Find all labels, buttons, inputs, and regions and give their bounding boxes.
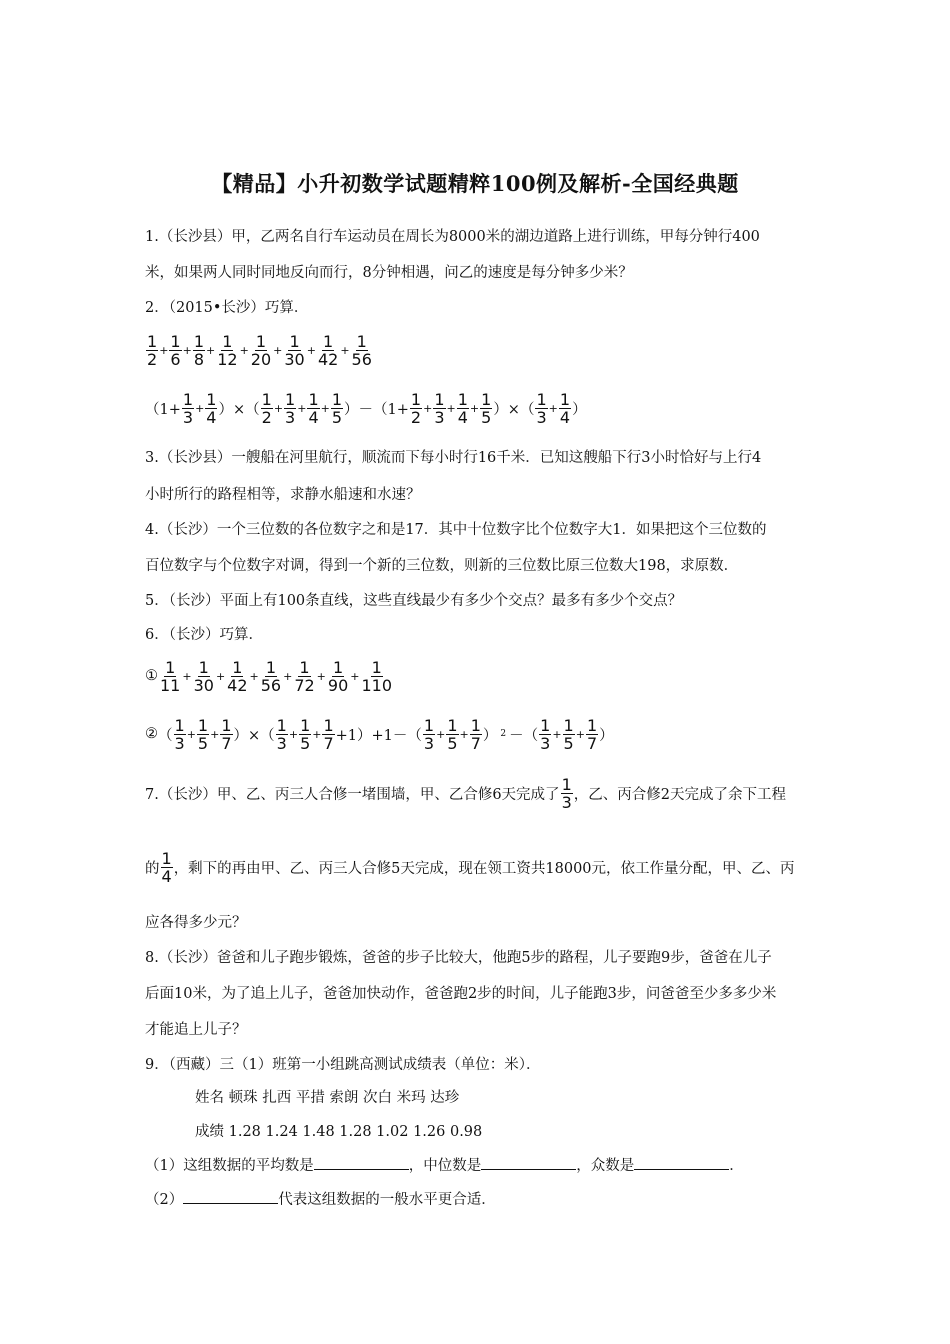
- average-blank[interactable]: [314, 1155, 409, 1170]
- fraction-denominator: 90: [327, 675, 349, 695]
- fraction: [261, 391, 273, 426]
- fraction-numerator: 1: [586, 715, 598, 735]
- fraction-denominator: 3: [174, 733, 185, 753]
- plus-sign: +: [548, 401, 558, 415]
- fraction: [159, 659, 181, 694]
- fraction-denominator: 110: [361, 675, 393, 695]
- fraction-denominator: 5: [563, 733, 574, 753]
- fraction-numerator: 1: [434, 389, 445, 409]
- fraction-denominator: 5: [197, 733, 209, 753]
- plus-sign: +: [350, 669, 360, 683]
- plus-sign: +: [206, 343, 216, 357]
- fraction-numerator: 1: [536, 389, 547, 409]
- expression-text: +1）+1－（: [335, 727, 422, 744]
- fraction-denominator: 56: [351, 349, 372, 369]
- expression-text: ）: [599, 727, 614, 744]
- fraction-numerator: 1: [182, 389, 194, 409]
- fraction-denominator: 7: [470, 733, 481, 753]
- q6-expression-1: [145, 656, 394, 696]
- q7-text-d: ，剩下的再由甲、乙、丙三人合修5天完成，现在领工资共18000元，依工作量分配，甲、乙、丙: [173, 861, 795, 877]
- q2-expression-2: [145, 388, 587, 428]
- plus-sign: +: [320, 401, 330, 415]
- fraction: [410, 391, 422, 426]
- fraction: [535, 391, 547, 426]
- fraction: [586, 717, 598, 752]
- fraction-denominator: 42: [227, 675, 248, 695]
- plus-sign: +: [306, 343, 316, 357]
- fraction: [193, 333, 205, 368]
- fraction: [284, 391, 296, 426]
- exponent: 2: [500, 729, 507, 739]
- plus-sign: +: [423, 401, 433, 415]
- plus-sign: +: [316, 669, 326, 683]
- plus-sign: +: [239, 343, 249, 357]
- fraction-denominator: 20: [250, 349, 272, 369]
- fraction-numerator: 1: [308, 389, 319, 409]
- fraction-denominator: 4: [308, 407, 319, 427]
- fraction-numerator: 1: [222, 331, 233, 351]
- fraction-denominator: 30: [284, 349, 305, 369]
- fraction: [197, 717, 209, 752]
- expression-text: （1+: [145, 401, 181, 418]
- expression-text: ）－（1+: [344, 401, 409, 418]
- circled-number-2: ②: [145, 726, 158, 742]
- plus-sign: +: [288, 727, 299, 741]
- plus-sign: +: [186, 727, 196, 741]
- fraction: [480, 391, 492, 426]
- q4-line1: 4.（长沙）一个三位数的各位数字之和是17．其中十位数字比个位数字大1．如果把这个三位数的: [145, 522, 767, 538]
- fraction-numerator: 1: [323, 331, 334, 351]
- fraction-numerator: 1: [206, 389, 217, 409]
- fraction-numerator: 1: [410, 389, 422, 409]
- fraction: [331, 391, 343, 426]
- fraction: [226, 659, 248, 694]
- fraction-numerator: 1: [323, 715, 334, 735]
- fraction-numerator: 1: [255, 331, 267, 351]
- plus-sign: +: [459, 727, 469, 741]
- fraction-numerator: 1: [540, 715, 551, 735]
- fraction: [293, 659, 315, 694]
- plus-sign: +: [215, 669, 226, 683]
- plus-sign: +: [575, 727, 585, 741]
- fraction-denominator: 2: [410, 407, 422, 427]
- q8-line1: 8.（长沙）爸爸和儿子跑步锻炼，爸爸的步子比较大，他跑5步的路程，儿子要跑9步，爸爸在儿子: [145, 950, 772, 966]
- fraction-numerator: 1: [147, 331, 158, 351]
- fraction: [351, 333, 373, 368]
- plus-sign: +: [249, 669, 259, 683]
- fraction-numerator: 1: [265, 657, 276, 677]
- fraction: [423, 717, 435, 752]
- fraction: [216, 333, 238, 368]
- q9-sub2-text-a: （2）: [145, 1192, 184, 1208]
- plus-sign: +: [273, 401, 284, 415]
- fraction: [470, 717, 482, 752]
- fraction-numerator: 1: [371, 657, 382, 677]
- fraction-numerator: 1: [197, 715, 209, 735]
- fraction: [205, 391, 217, 426]
- q7-fraction-one-quarter: $\frac{1}{4}$: [161, 849, 172, 886]
- fraction-numerator: 1: [174, 715, 185, 735]
- fraction: [276, 717, 288, 752]
- expression-text: ）: [482, 727, 498, 744]
- q1-line1: 1.（长沙县）甲，乙两名自行车运动员在周长为8000米的湖边道路上进行训练，甲每分钟行400: [145, 229, 760, 245]
- fraction: [559, 391, 571, 426]
- q9-subquestion-2: [145, 1188, 496, 1209]
- fraction: [539, 717, 551, 752]
- plus-sign: +: [273, 343, 283, 357]
- q7-fraction-one-third: $\frac{1}{3}$: [561, 775, 572, 812]
- expression-text: －（: [509, 727, 539, 744]
- q2-line1: 2．（2015•长沙）巧算．: [145, 300, 309, 316]
- fraction: [327, 659, 349, 694]
- q6-line1: 6．（长沙）巧算．: [145, 627, 263, 643]
- circled-number-1: ①: [145, 668, 158, 684]
- q9-sub2-text-b: 代表这组数据的一般水平更合适．: [278, 1192, 496, 1208]
- q6-expression-2: [145, 714, 614, 754]
- plus-sign: +: [195, 401, 205, 415]
- fraction: [563, 717, 575, 752]
- q9-sub1-text-d: ．: [729, 1158, 744, 1174]
- plus-sign: +: [436, 727, 446, 741]
- fraction: [260, 659, 282, 694]
- fraction-denominator: 2: [147, 349, 158, 369]
- fraction-numerator: 1: [559, 389, 571, 409]
- plus-sign: +: [340, 343, 350, 357]
- fraction-denominator: 4: [457, 407, 468, 427]
- plus-sign: +: [159, 343, 169, 357]
- fraction: [283, 333, 305, 368]
- fraction-denominator: 12: [217, 349, 238, 369]
- plus-sign: +: [210, 727, 220, 741]
- fraction: [146, 333, 158, 368]
- q8-line2: 后面10米，为了追上儿子，爸爸加快动作，爸爸跑2步的时间，儿子能跑3步，问爸爸至少多多少米: [145, 986, 777, 1002]
- q8-line3: 才能追上儿子？: [145, 1022, 247, 1038]
- fraction-denominator: 3: [540, 733, 551, 753]
- fraction-numerator: 1: [232, 657, 243, 677]
- q4-line2: 百位数字与个位数字对调，得到一个新的三位数，则新的三位数比原三位数大198，求原数．: [145, 558, 739, 574]
- q9-scores-row: 成绩 1.28 1.24 1.48 1.28 1.02 1.26 0.98: [195, 1124, 483, 1140]
- expression-text: ）: [572, 401, 587, 418]
- fraction: [307, 391, 319, 426]
- fraction-numerator: 1: [198, 657, 209, 677]
- fraction-denominator: 6: [170, 349, 181, 369]
- fraction-numerator: 1: [457, 389, 468, 409]
- q9-sub1-text-c: ，众数是: [576, 1158, 635, 1174]
- fraction: [317, 333, 339, 368]
- fraction-denominator: 56: [260, 675, 282, 695]
- fraction-numerator: 1: [165, 657, 176, 677]
- fraction-denominator: 30: [193, 675, 214, 695]
- fraction-numerator: 1: [170, 331, 181, 351]
- fraction-numerator: 1: [299, 657, 310, 677]
- fraction-denominator: 3: [434, 407, 445, 427]
- fraction-numerator: 1: [261, 389, 272, 409]
- plus-sign: +: [182, 669, 192, 683]
- q7-line3: 应各得多少元？: [145, 915, 247, 931]
- fraction: [446, 717, 458, 752]
- plus-sign: +: [182, 343, 192, 357]
- q5-line1: 5．（长沙）平面上有100条直线，这些直线最少有多少个交点？最多有多少个交点？: [145, 593, 683, 609]
- plus-sign: +: [297, 401, 307, 415]
- fraction: [457, 391, 469, 426]
- fraction-denominator: 5: [331, 407, 343, 427]
- fraction: [360, 659, 393, 694]
- fraction-denominator: 42: [317, 349, 339, 369]
- fraction-numerator: 1: [285, 389, 296, 409]
- fraction-denominator: 7: [221, 733, 232, 753]
- fraction: [193, 659, 215, 694]
- q2-expression-1: [145, 330, 374, 370]
- fraction: [299, 717, 311, 752]
- q7-text-c: 的: [145, 861, 160, 877]
- fraction: [433, 391, 445, 426]
- q7-line1: [145, 776, 786, 811]
- fraction-denominator: 3: [423, 733, 435, 753]
- fraction-numerator: 1: [563, 715, 574, 735]
- fraction: [220, 717, 232, 752]
- plus-sign: +: [469, 401, 480, 415]
- fraction: [322, 717, 334, 752]
- fraction-denominator: 11: [160, 675, 181, 695]
- fraction-numerator: 1: [289, 331, 300, 351]
- plus-sign: +: [283, 669, 293, 683]
- fraction-numerator: 1: [447, 715, 458, 735]
- mode-blank[interactable]: [634, 1155, 729, 1170]
- fraction-numerator: 1: [276, 715, 287, 735]
- fraction-denominator: 8: [193, 349, 204, 369]
- expression-text: ）×（: [493, 401, 535, 418]
- fraction-numerator: 1: [193, 331, 204, 351]
- fraction-denominator: 3: [536, 407, 547, 427]
- fraction-denominator: 7: [323, 733, 334, 753]
- fraction-denominator: 4: [206, 407, 217, 427]
- q7-line2: [145, 850, 795, 885]
- fraction-denominator: 72: [294, 675, 315, 695]
- plus-sign: +: [312, 727, 322, 741]
- fraction: [250, 333, 272, 368]
- q9-sub1-text-b: ，中位数是: [408, 1158, 482, 1174]
- fraction-numerator: 1: [481, 389, 492, 409]
- fraction-numerator: 1: [332, 657, 344, 677]
- fraction: [182, 391, 194, 426]
- fraction-numerator: 1: [470, 715, 481, 735]
- fraction-denominator: 3: [285, 407, 296, 427]
- fraction-numerator: 1: [423, 715, 435, 735]
- plus-sign: +: [446, 401, 456, 415]
- fraction-numerator: 1: [300, 715, 311, 735]
- fraction-numerator: 1: [221, 715, 232, 735]
- fraction-denominator: 5: [447, 733, 458, 753]
- fraction: [174, 717, 186, 752]
- q9-line1: 9．（西藏）三（1）班第一小组跳高测试成绩表（单位：米）．: [145, 1057, 541, 1073]
- fraction: [169, 333, 181, 368]
- q3-line1: 3.（长沙县）一艘船在河里航行，顺流而下每小时行16千米．已知这艘船下行3小时恰好与上行4: [145, 450, 762, 466]
- page-title: 【精品】小升初数学试题精粹100例及解析-全国经典题: [211, 171, 739, 196]
- q9-subquestion-1: [145, 1154, 744, 1175]
- fraction-denominator: 5: [300, 733, 311, 753]
- expression-text: （: [158, 727, 173, 744]
- fraction-denominator: 2: [261, 407, 272, 427]
- representative-blank[interactable]: [183, 1189, 278, 1204]
- fraction-denominator: 4: [559, 407, 571, 427]
- expression-text: ）×（: [233, 727, 275, 744]
- fraction-numerator: 1: [356, 331, 367, 351]
- q9-names-row: 姓名 顿珠 扎西 平措 索朗 次白 米玛 达珍: [195, 1090, 460, 1106]
- plus-sign: +: [552, 727, 562, 741]
- q3-line2: 小时所行的路程相等，求静水船速和水速？: [145, 487, 421, 503]
- fraction-denominator: 3: [276, 733, 287, 753]
- fraction-denominator: 5: [481, 407, 492, 427]
- median-blank[interactable]: [481, 1155, 576, 1170]
- q7-text-b: ，乙、丙合修2天完成了余下工程: [573, 787, 786, 803]
- fraction-numerator: 1: [331, 389, 343, 409]
- fraction-denominator: 7: [586, 733, 598, 753]
- q9-sub1-text-a: （1）这组数据的平均数是: [145, 1158, 314, 1174]
- q1-line2: 米，如果两人同时同地反向而行，8分钟相遇，问乙的速度是每分钟多少米？: [145, 265, 633, 281]
- fraction-denominator: 3: [182, 407, 194, 427]
- q7-text-a: 7.（长沙）甲、乙、丙三人合修一堵围墙，甲、乙合修6天完成了: [145, 787, 560, 803]
- expression-text: ）×（: [218, 401, 260, 418]
